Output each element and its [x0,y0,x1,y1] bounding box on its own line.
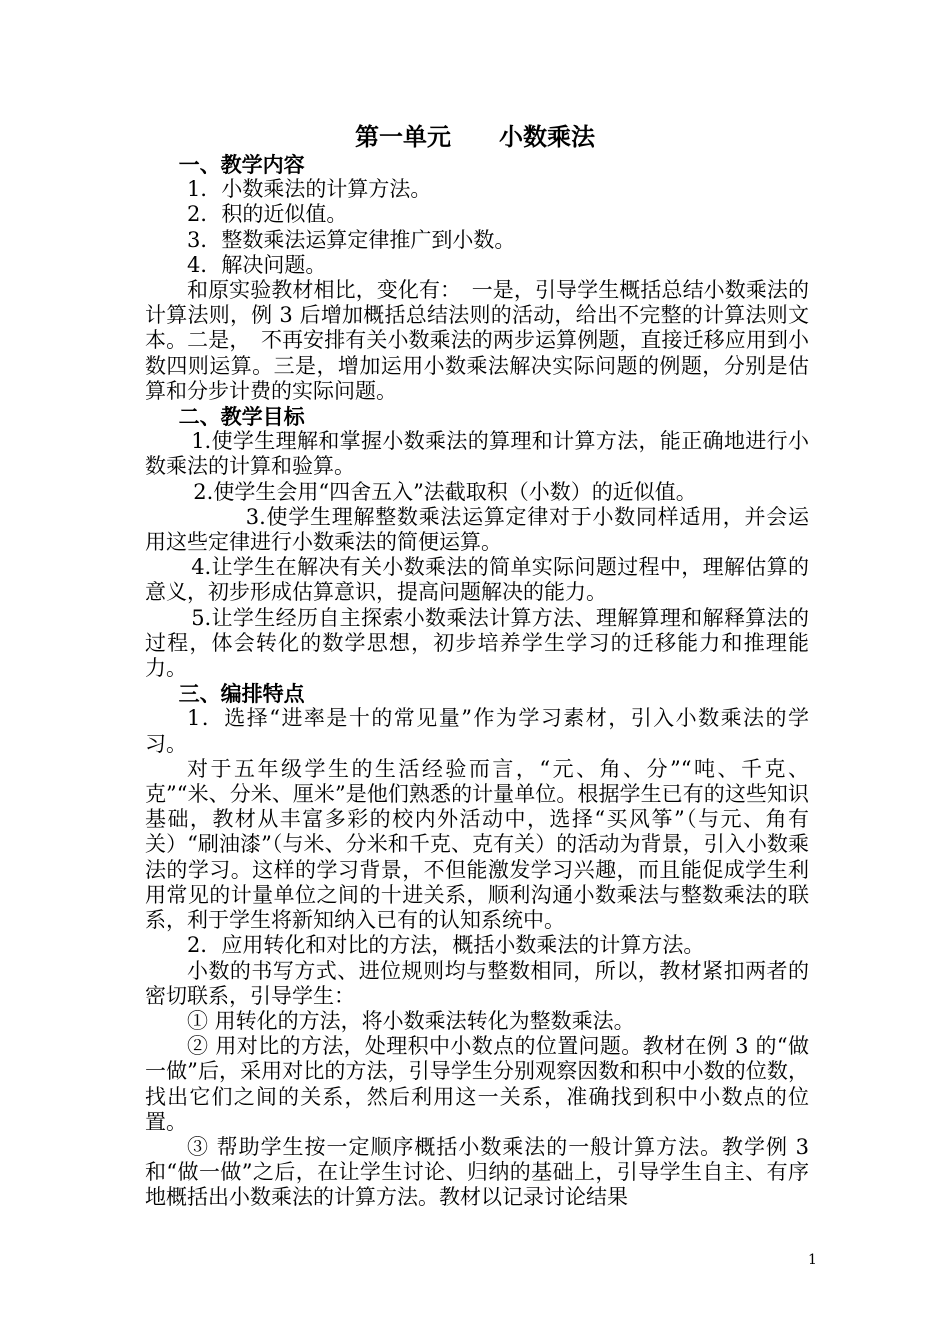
list-item: 5.让学生经历自主探索小数乘法计算方法、理解算理和解释算法的过程，体会转化的数学思想，初步培养学生学习的迁移能力和推理能力。 [145,605,809,681]
paragraph: ① 用转化的方法，将小数乘法转化为整数乘法。 [187,1008,635,1033]
page-title: 第一单元 小数乘法 [355,122,595,151]
list-item: 2．积的近似值。 [187,202,348,227]
paragraph: 1．选择“进率是十的常见量”作为学习素材，引入小数乘法的学习。 [145,706,809,756]
list-item: 1.使学生理解和掌握小数乘法的算理和计算方法，能正确地进行小数乘法的计算和验算。 [145,429,809,479]
list-item: 2.使学生会用“四舍五入”法截取积（小数）的近似值。 [193,479,697,504]
list-item: 3.使学生理解整数乘法运算定律对于小数同样适用，并会运用这些定律进行小数乘法的简便运算。 [145,504,809,555]
paragraph: 2．应用转化和对比的方法，概括小数乘法的计算方法。 [187,933,705,958]
document-body [145,152,809,1211]
paragraph: 和原实验教材相比，变化有： 一是，引导学生概括总结小数乘法的计算法则，例 3 后增加概括总结法则的活动，给出不完整的计算法则文本。二是， 不再安排有关小数乘法的两步运算例题，直接迁移应用到小数四则运算。三是，增加运用小数乘法解决实际问题的例题，分别是估算和分步计费的实际问题。 [145,278,809,403]
section-heading: 三、编排特点 [178,681,305,707]
paragraph: ③ 帮助学生按一定顺序概括小数乘法的一般计算方法。教学例 3 和“做一做”之后，在让学生讨论、归纳的基础上，引导学生自主、有序地概括出小数乘法的计算方法。教材以记录讨论结果 [145,1134,809,1210]
page-number: 1 [808,1252,817,1268]
list-item: 4.让学生在解决有关小数乘法的简单实际问题过程中，理解估算的意义，初步形成估算意识，提高问题解决的能力。 [145,555,809,605]
section-heading: 一、教学内容 [178,152,305,177]
list-item: 1．小数乘法的计算方法。 [187,177,432,202]
paragraph: 对于五年级学生的生活经验而言，“元、角、分”“吨、千克、克”“米、分米、厘米”是他们熟悉的计量单位。根据学生已有的这些知识基础，教材从丰富多彩的校内外活动中，选择“买风筝”（与元、角有关）“刷油漆”（与米、分米和千克、克有关）的活动为背景，引入小数乘法的学习。这样的学习背景，不但能激发学习兴趣，而且能促成学生利用常见的计量单位之间的十进关系，顺利沟通小数乘法与整数乘法的联系，利于学生将新知纳入已有的认知系统中。 [145,756,809,933]
section-heading: 二、教学目标 [178,404,305,430]
paragraph: ② 用对比的方法，处理积中小数点的位置问题。教材在例 3 的“做一做”后，采用对比的方法，引导学生分别观察因数和积中小数的位数，找出它们之间的关系，然后利用这一关系，准确找到积中小数点的位置。 [145,1034,809,1134]
list-item: 4．解决问题。 [187,252,327,277]
list-item: 3．整数乘法运算定律推广到小数。 [187,227,516,252]
paragraph: 小数的书写方式、进位规则均与整数相同，所以，教材紧扣两者的密切联系，引导学生： [145,958,809,1008]
